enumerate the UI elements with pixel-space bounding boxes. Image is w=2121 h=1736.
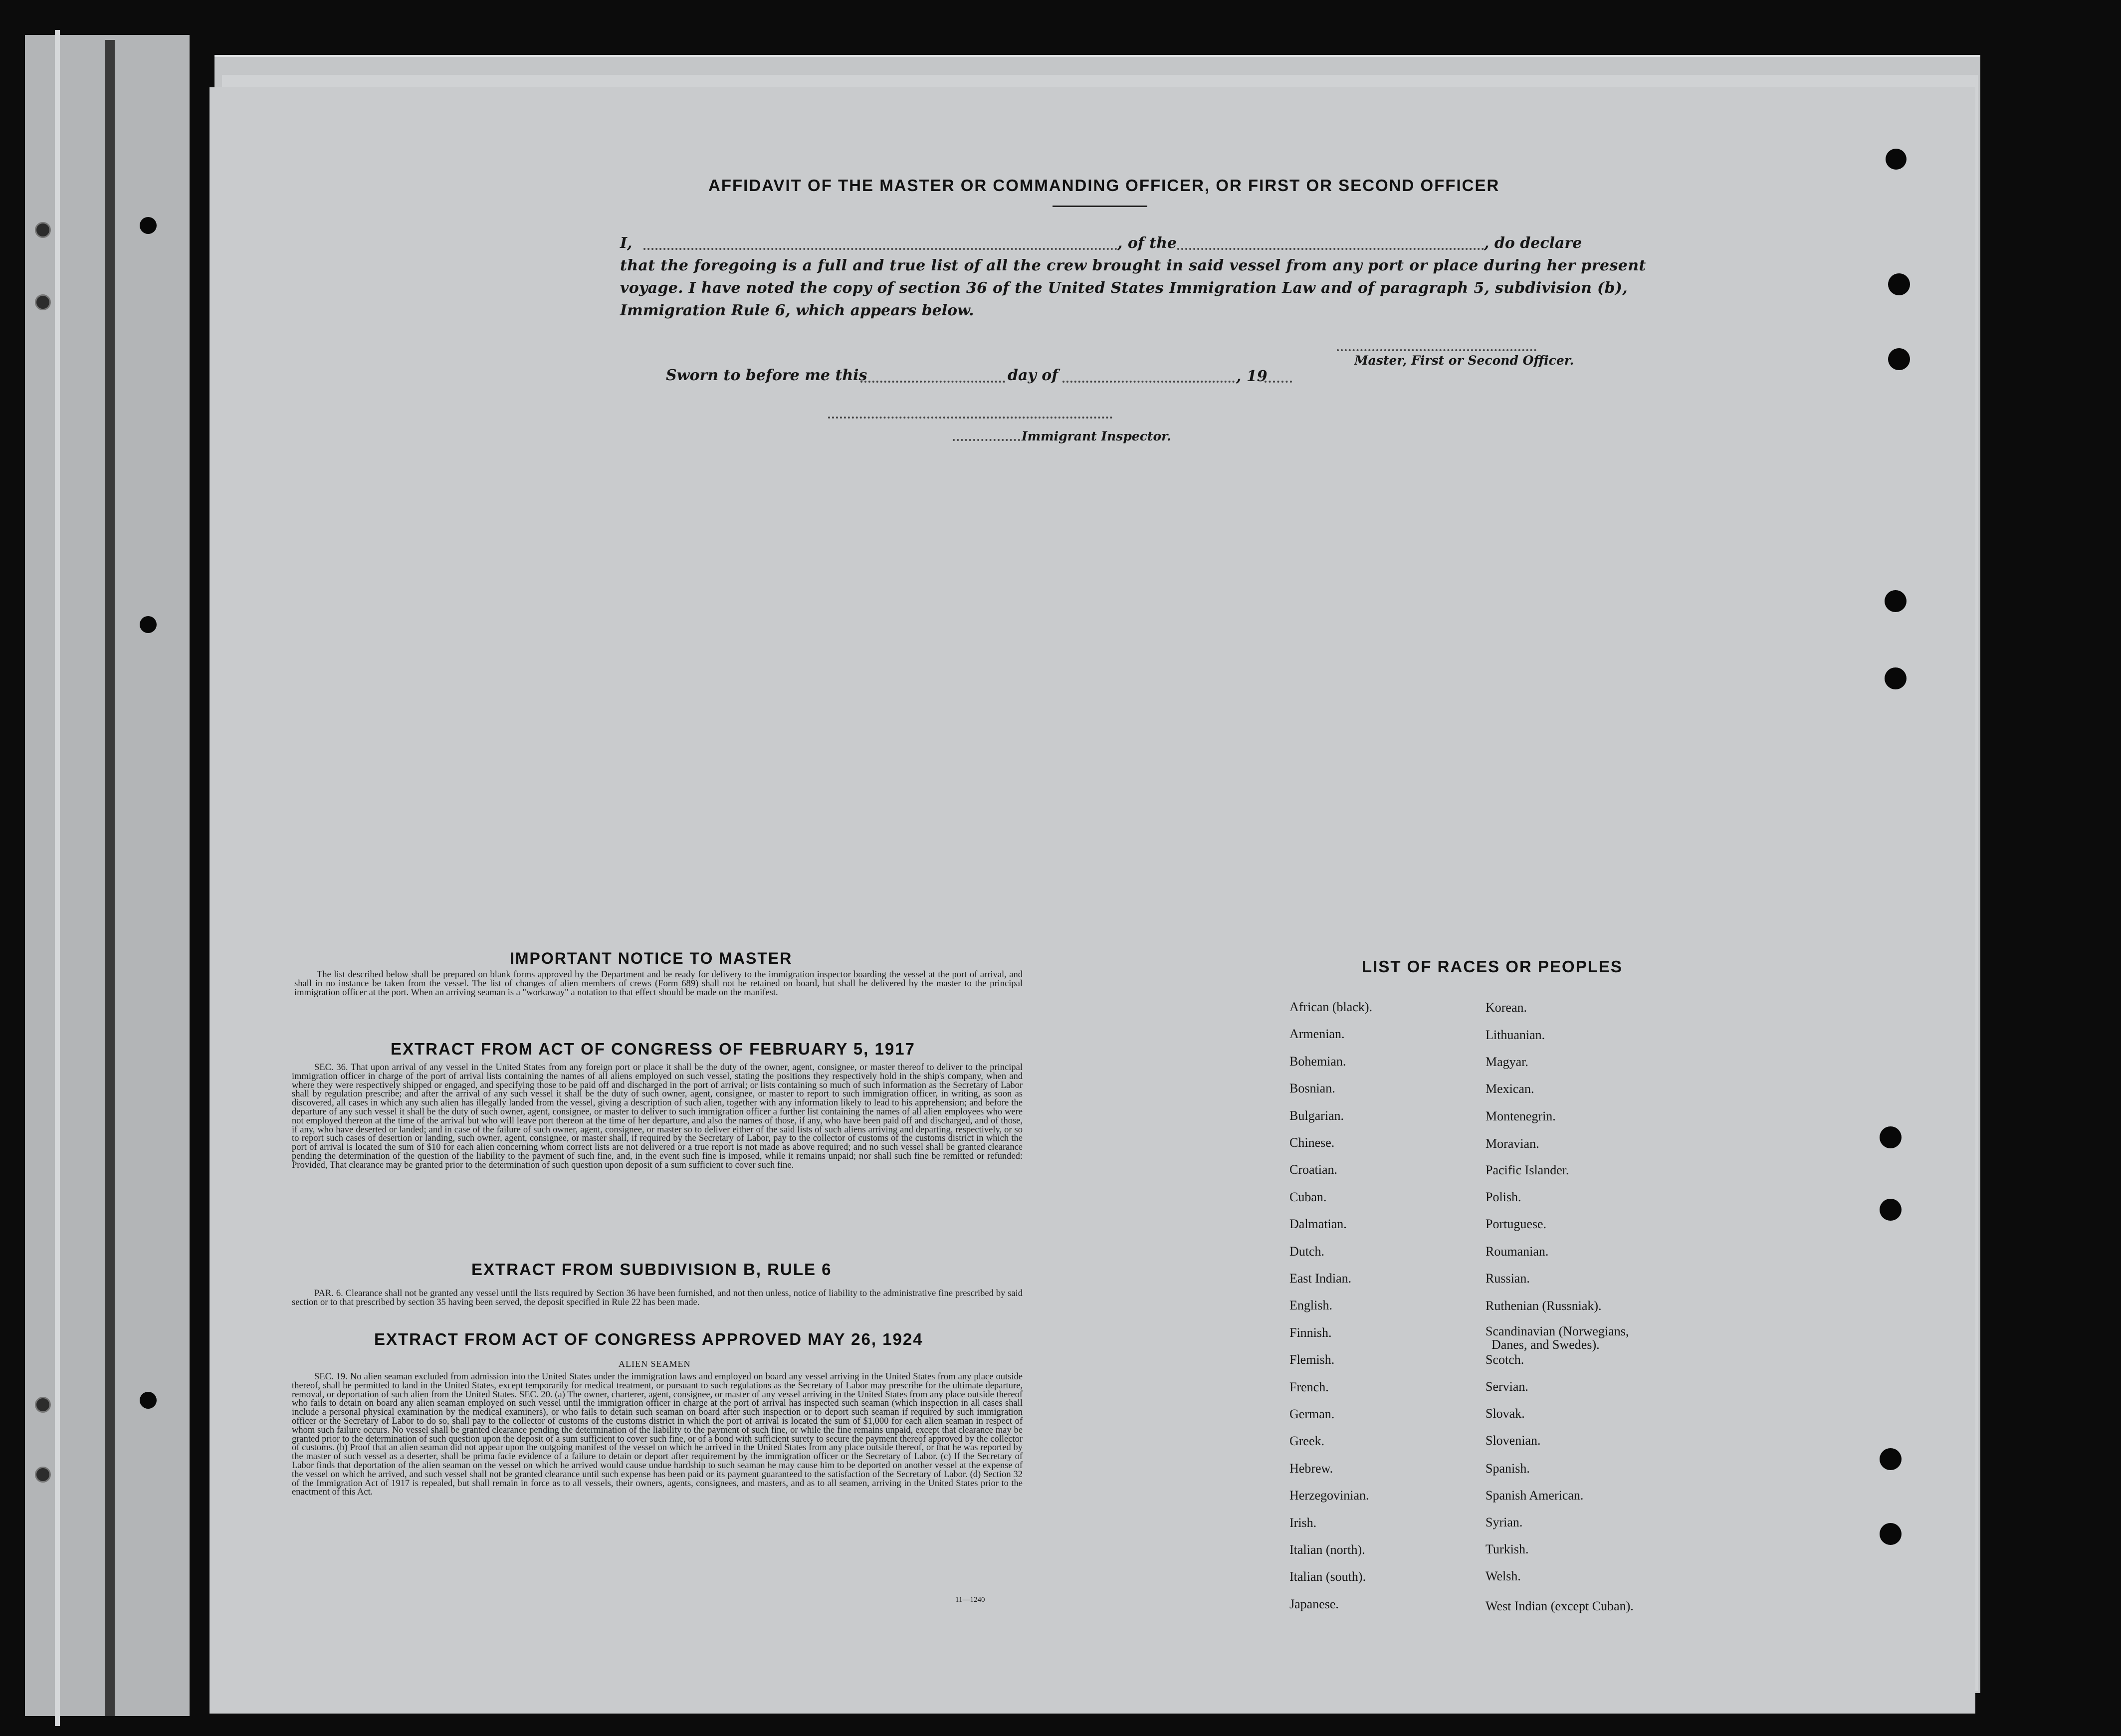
race-item: Pacific Islander. [1485, 1163, 1569, 1177]
sworn-prefix: Sworn to before me this [666, 367, 867, 384]
race-item: Croatian. [1289, 1162, 1338, 1177]
race-item: Servian. [1485, 1379, 1528, 1394]
race-item: Japanese. [1289, 1596, 1339, 1611]
margin-hole [140, 1392, 157, 1409]
race-item: Moravian. [1485, 1136, 1539, 1151]
sworn-day-of: day of [1008, 367, 1059, 384]
inspector-line-2 [953, 439, 1020, 441]
race-item: Greek. [1289, 1434, 1325, 1449]
affidavit-line-2: that the foregoing is a full and true list of all the crew brought in said vessel from any port or place during her present [620, 257, 1646, 274]
binding-hole [35, 1467, 51, 1483]
inspector-line [828, 417, 1112, 419]
binding-hole [35, 294, 51, 310]
race-item: Bosnian. [1289, 1081, 1335, 1096]
race-item: Italian (south). [1289, 1569, 1366, 1584]
race-item: Italian (north). [1289, 1542, 1365, 1557]
race-item: Roumanian. [1485, 1244, 1549, 1259]
race-item: German. [1289, 1407, 1335, 1421]
race-item: Portuguese. [1485, 1217, 1547, 1231]
race-item: English. [1289, 1298, 1332, 1313]
inspector-caption: Immigrant Inspector. [1022, 429, 1171, 443]
extract-1924-subtitle: ALIEN SEAMEN [619, 1359, 691, 1369]
punch-hole [1880, 1199, 1902, 1221]
race-item: French. [1289, 1379, 1329, 1394]
race-item: Armenian. [1289, 1027, 1345, 1042]
affidavit-line-3: voyage. I have noted the copy of section 36 of the United States Immigration Law and of paragraph 5, subdivision (b), [620, 279, 1628, 297]
sworn-month-line [1062, 381, 1235, 383]
punch-hole [1880, 1448, 1902, 1470]
binding-shadow [105, 40, 115, 1716]
punch-hole [1886, 149, 1907, 170]
sworn-day-line [860, 381, 1005, 383]
race-item: Turkish. [1485, 1542, 1529, 1556]
race-item: Scandinavian (Norwegians, [1485, 1324, 1629, 1338]
affidavit-do-declare: , do declare [1484, 234, 1582, 252]
affidavit-i: I, [620, 234, 633, 252]
notice-title: IMPORTANT NOTICE TO MASTER [510, 949, 793, 967]
race-item: Bohemian. [1289, 1054, 1346, 1069]
race-item: Bulgarian. [1289, 1108, 1344, 1123]
race-item: Dalmatian. [1289, 1217, 1347, 1232]
punch-hole [1880, 1523, 1902, 1545]
race-item: Scotch. [1485, 1352, 1524, 1367]
race-item: Finnish. [1289, 1325, 1332, 1340]
race-item: Hebrew. [1289, 1461, 1333, 1476]
race-item: Welsh. [1485, 1569, 1521, 1583]
binding-edge [55, 30, 60, 1726]
extract-rule6-body: PAR. 6. Clearance shall not be granted any vessel until the lists required by Section 36 have been furnished, and not then unless, notice of liability to the administrative fine prescribed by said section or to that prescribed by section 35 having been served, the deposit specified in Rule 22 has been made. [292, 1289, 1023, 1307]
race-item: Montenegrin. [1485, 1109, 1556, 1123]
race-item: Danes, and Swedes). [1491, 1337, 1600, 1352]
race-item: Korean. [1485, 1000, 1527, 1015]
affidavit-title: AFFIDAVIT OF THE MASTER OR COMMANDING OFFICER, OR FIRST OR SECOND OFFICER [708, 176, 1500, 195]
punch-hole [1885, 590, 1907, 612]
sworn-year: , 19 [1236, 368, 1268, 385]
race-item: African (black). [1289, 1000, 1373, 1014]
race-item: Magyar. [1485, 1055, 1528, 1069]
punch-hole [1888, 273, 1910, 295]
race-item: Syrian. [1485, 1515, 1523, 1529]
margin-hole [140, 217, 157, 234]
race-item: Irish. [1289, 1515, 1317, 1530]
race-item: Mexican. [1485, 1082, 1534, 1096]
punch-hole [1880, 1126, 1902, 1148]
vessel-field-line [1177, 248, 1484, 250]
race-item: Polish. [1485, 1190, 1521, 1204]
races-title: LIST OF RACES OR PEOPLES [1362, 957, 1623, 976]
race-item: Dutch. [1289, 1244, 1325, 1259]
race-item: Spanish American. [1485, 1488, 1584, 1503]
extract-1917-body: SEC. 36. That upon arrival of any vessel in the United States from any foreign port or place it shall be the duty of the owner, agent, consignee, or master thereof to deliver to the principal immigration officer in charge of the port of arrival lists containing the names of all aliens employed on such vessel, stating the positions they respectively hold in the ship's company, when and where they were respectively shipped or engaged, and specifying those to be paid off and discharged in the port of arrival; or lists containing so much of such information as the Secretary of Labor shall by regulation prescribe; and after the arrival of any such vessel it shall be the duty of such owner, agent, consignee, or master to report to such immigration officer, in writing, as soon as discovered, all cases in which any such alien has illegally landed from the vessel, giving a description of such alien, together with any information likely to lead to his apprehension; and before the departure of any such vessel it shall be the duty of such owner, agent, consignee, or master to deliver to such immigration officer a further list containing the names of all alien employees who were not employed thereon at the time of the arrival but who will leave port thereon at the time of her departure, and also the names of those, if any, who have been paid off and discharged, and of those, if any, who have deserted or landed; and in case of the failure of such owner, agent, consignee, or master so to deliver either of the said lists of such aliens arriving and departing, respectively, or so to report such cases of desertion or landing, such owner, agent, consignee, or master shall, if required by the Secretary of Labor, pay to the collector of customs of the customs district in which the port of arrival is located the sum of $10 for each alien concerning whom correct lists are not delivered or a true report is not made as above required; and no such vessel shall be granted clearance pending the determination of the question of the liability to the payment of such fine, and, in the event such fine is imposed, while it remains unpaid; nor shall such fine be remitted or refunded: Provided, That clearance may be granted prior to the determination of such question upon deposit of a sum sufficient to cover such fine. [292, 1063, 1023, 1170]
race-item: Russian. [1485, 1271, 1530, 1286]
extract-rule6-title: EXTRACT FROM SUBDIVISION B, RULE 6 [471, 1260, 832, 1279]
sworn-year-line [1265, 381, 1292, 383]
extract-1917-title: EXTRACT FROM ACT OF CONGRESS OF FEBRUARY 5, 1917 [391, 1040, 915, 1058]
race-item: Slovenian. [1485, 1433, 1541, 1448]
race-item: West Indian (except Cuban). [1485, 1599, 1634, 1613]
signature-line [1337, 349, 1536, 351]
race-item: Spanish. [1485, 1461, 1530, 1476]
binding-hole [35, 1397, 51, 1413]
notice-body: The list described below shall be prepared on blank forms approved by the Department and be ready for delivery to the immigration inspector boarding the vessel at the port of arrival, and shall in no instance be taken from the vessel. The list of changes of alien members of crews (Form 689) shall not be retained on board, but shall be delivered by the master to the principal immigration officer at the port. When an arriving seaman is a "workaway" a notation to that effect should be made on the manifest. [294, 970, 1023, 998]
affidavit-line-4: Immigration Rule 6, which appears below. [620, 302, 974, 319]
race-item: Herzegovinian. [1289, 1488, 1369, 1503]
binding-hole [35, 222, 51, 238]
signature-caption: Master, First or Second Officer. [1354, 353, 1574, 368]
punch-hole [1885, 667, 1907, 689]
name-field-line [643, 248, 1117, 250]
race-item: Flemish. [1289, 1352, 1335, 1367]
extract-1924-title: EXTRACT FROM ACT OF CONGRESS APPROVED MAY 26, 1924 [374, 1330, 923, 1348]
race-item: Lithuanian. [1485, 1028, 1545, 1042]
punch-hole [1888, 348, 1910, 370]
title-underline [1053, 206, 1147, 207]
race-item: Cuban. [1289, 1189, 1327, 1204]
margin-hole [140, 616, 157, 633]
extract-1924-body: SEC. 19. No alien seaman excluded from admission into the United States under the immigration laws and employed on board any vessel arriving in the United States from any place outside thereof, shall be permitted to land in the United States, except temporarily for medical treatment, or pursuant to such regulations as the Secretary of Labor may prescribe for the ultimate departure, removal, or deportation of such alien from the United States. SEC. 20. (a) The owner, charterer, agent, consignee, or master of any vessel arriving in the United States from any place outside thereof who fails to detain on board any alien seaman employed on such vessel until the immigration officer in charge at the port of arrival has inspected such seaman (which inspection in all cases shall include a personal physical examination by the medical examiners), or who fails to detain such seaman on board after such inspection or to deport such seaman if required by such immigration officer or the Secretary of Labor to do so, shall pay to the collector of customs of the customs district in which the port of arrival is located the sum of $1,000 for each alien seaman in respect of whom such failure occurs. No vessel shall be granted clearance pending the determination of the liability to the payment of such fine, or while the fine remains unpaid, except that clearance may be granted prior to the determination of such question upon the deposit of a sum sufficient to cover such fine, or of a bond with sufficient surety to secure the payment thereof approved by the collector of customs. (b) Proof that an alien seaman did not appear upon the outgoing manifest of the vessel on which he arrived in the United States from any place outside thereof, or that he was reported by the master of such vessel as a deserter, shall be prima facie evidence of a failure to detain or deport after requirement by the immigration officer or the Secretary of Labor. (c) If the Secretary of Labor finds that deportation of the alien seaman on the vessel on which he arrived would cause undue hardship to such seaman he may cause him to be deported on another vessel at the expense of the vessel on which he arrived, and such vessel shall not be granted clearance until such expense has been paid or its payment guaranteed to the satisfaction of the Secretary of Labor. (d) Section 32 of the Immigration Act of 1917 is repealed, but shall remain in force as to all vessels, their owners, agents, consignees, and masters, and as to all seamen, arriving in the United States prior to the enactment of this Act. [292, 1372, 1023, 1498]
affidavit-of-the: , of the [1117, 234, 1177, 252]
race-item: Slovak. [1485, 1406, 1525, 1421]
race-item: Ruthenian (Russniak). [1485, 1299, 1602, 1313]
race-item: East Indian. [1289, 1271, 1352, 1286]
race-item: Chinese. [1289, 1135, 1335, 1150]
form-number: 11—1240 [955, 1596, 985, 1604]
